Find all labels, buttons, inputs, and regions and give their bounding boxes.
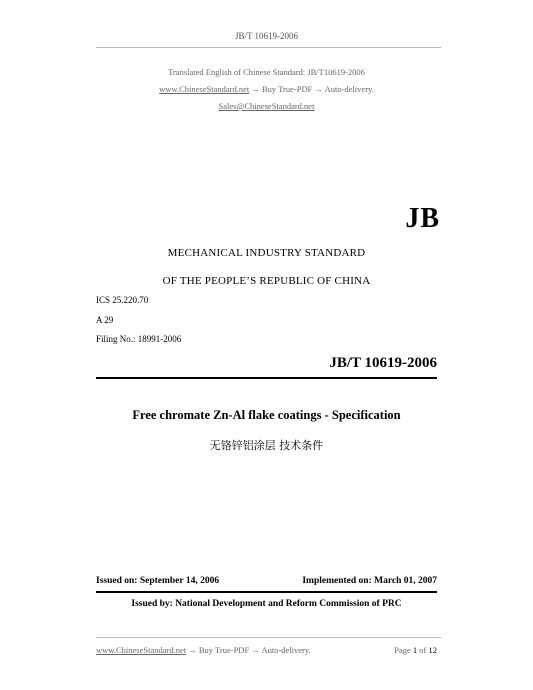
standard-number-rule <box>96 377 437 379</box>
classification-code: A 29 <box>96 315 114 325</box>
standard-heading-line1: MECHANICAL INDUSTRY STANDARD <box>167 247 366 259</box>
ics-code: ICS 25.220.70 <box>96 295 149 305</box>
title-chinese: 无铬锌铝涂层 技术条件 <box>209 439 324 452</box>
standard-number: JB/T 10619-2006 <box>329 355 437 371</box>
footer-buy-text: → Buy True-PDF → Auto-delivery. <box>188 645 311 655</box>
buy-text: → Buy True-PDF → Auto-delivery. <box>251 84 374 94</box>
page-total: 12 <box>428 645 437 655</box>
footer-divider <box>96 637 441 638</box>
issuing-authority: Issued by: National Development and Reform Commission of PRC <box>131 599 402 609</box>
page-of: of <box>419 645 427 655</box>
filing-number: Filing No.: 18991-2006 <box>96 334 182 344</box>
standard-heading-line2: OF THE PEOPLE’S REPUBLIC OF CHINA <box>162 275 371 287</box>
website-link[interactable]: www.ChineseStandard.net <box>159 84 250 94</box>
header-doc-code: JB/T 10619-2006 <box>234 31 299 41</box>
page-current: 1 <box>412 645 418 655</box>
page-label: Page <box>394 645 411 655</box>
purchase-line <box>0 84 533 94</box>
title-english: Free chromate Zn-Al flake coatings - Specification <box>132 408 401 422</box>
footer-website-link[interactable]: www.ChineseStandard.net <box>96 645 187 655</box>
page-indicator <box>340 645 437 655</box>
implemented-date: Implemented on: March 01, 2007 <box>302 576 437 586</box>
translation-notice: Translated English of Chinese Standard: JB/T10619-2006 <box>168 67 365 77</box>
jb-logo: JB <box>405 203 440 234</box>
dates-rule <box>96 591 437 593</box>
email-link[interactable]: Sales@ChineseStandard.net <box>218 101 315 111</box>
header-divider <box>96 47 441 48</box>
issued-date: Issued on: September 14, 2006 <box>96 576 220 586</box>
email-line <box>0 101 533 111</box>
footer-purchase-line <box>96 645 311 655</box>
